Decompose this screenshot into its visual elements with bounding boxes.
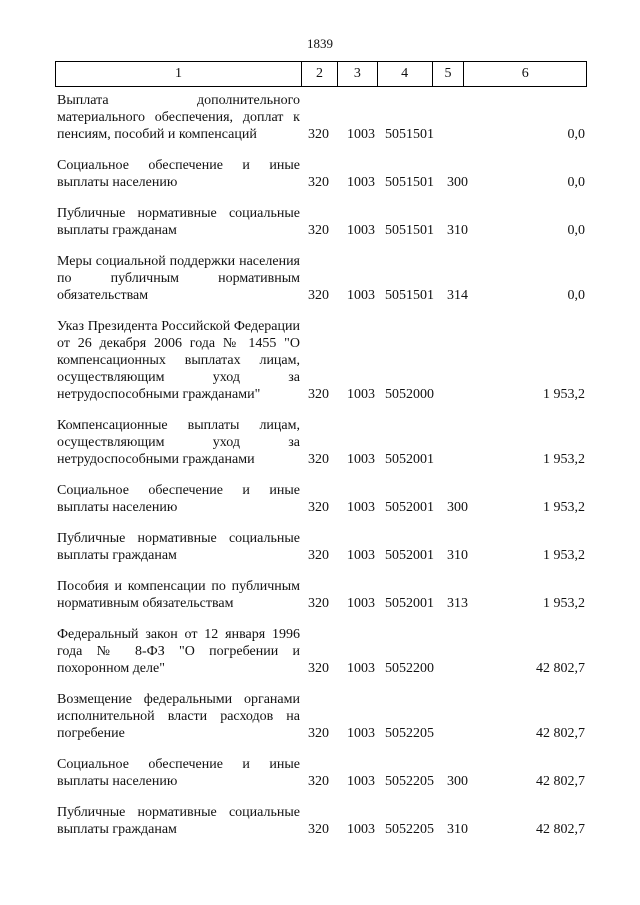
table-header <box>55 61 587 87</box>
row-target-code: 5052205 <box>385 726 434 741</box>
row-amount: 1 953,2 <box>543 596 585 611</box>
row-section-code: 1003 <box>347 822 375 837</box>
table-row <box>0 205 640 239</box>
header-col-4: 4 <box>377 62 432 86</box>
row-target-code: 5051501 <box>385 127 434 142</box>
row-amount: 42 802,7 <box>536 822 585 837</box>
row-description: Компенсационные выплаты лицам, осуществляющим уход за нетрудоспособными гражданами <box>57 418 300 467</box>
table-row <box>0 482 640 516</box>
table-row <box>0 756 640 790</box>
table-row <box>0 530 640 564</box>
row-description: Публичные нормативные социальные выплаты гражданам <box>57 206 300 238</box>
row-admin-code: 320 <box>308 596 329 611</box>
row-amount: 0,0 <box>567 223 585 238</box>
row-description: Возмещение федеральными органами исполнительной власти расходов на погребение <box>57 692 300 741</box>
row-expense-type: 314 <box>447 288 468 303</box>
row-target-code: 5052001 <box>385 596 434 611</box>
row-expense-type: 313 <box>447 596 468 611</box>
row-expense-type: 300 <box>447 774 468 789</box>
table-row <box>0 691 640 742</box>
row-target-code: 5051501 <box>385 175 434 190</box>
row-admin-code: 320 <box>308 500 329 515</box>
row-admin-code: 320 <box>308 774 329 789</box>
row-expense-type: 310 <box>447 548 468 563</box>
row-target-code: 5052001 <box>385 548 434 563</box>
row-expense-type: 300 <box>447 175 468 190</box>
table-row <box>0 157 640 191</box>
row-amount: 1 953,2 <box>543 452 585 467</box>
table-row <box>0 578 640 612</box>
header-col-5: 5 <box>432 62 464 86</box>
row-admin-code: 320 <box>308 822 329 837</box>
table-row <box>0 253 640 304</box>
row-description: Указ Президента Российской Федерации от 26 декабря 2006 года № 1455 "О компенсационных выплатах лицам, осуществляющим уход за нетрудоспособными гражданами" <box>57 319 300 402</box>
row-target-code: 5051501 <box>385 288 434 303</box>
row-section-code: 1003 <box>347 548 375 563</box>
table-row <box>0 417 640 468</box>
row-description: Социальное обеспечение и иные выплаты населению <box>57 483 300 515</box>
row-section-code: 1003 <box>347 288 375 303</box>
row-expense-type: 310 <box>447 223 468 238</box>
table-row <box>0 92 640 143</box>
row-target-code: 5052205 <box>385 774 434 789</box>
row-description: Социальное обеспечение и иные выплаты населению <box>57 158 300 190</box>
page-number: 1839 <box>307 36 333 51</box>
row-admin-code: 320 <box>308 452 329 467</box>
row-section-code: 1003 <box>347 661 375 676</box>
row-admin-code: 320 <box>308 223 329 238</box>
row-expense-type: 310 <box>447 822 468 837</box>
row-section-code: 1003 <box>347 387 375 402</box>
row-section-code: 1003 <box>347 452 375 467</box>
header-col-2: 2 <box>301 62 337 86</box>
row-amount: 1 953,2 <box>543 387 585 402</box>
row-description: Пособия и компенсации по публичным нормативным обязательствам <box>57 579 300 611</box>
row-admin-code: 320 <box>308 726 329 741</box>
row-description: Публичные нормативные социальные выплаты гражданам <box>57 805 300 837</box>
row-target-code: 5052000 <box>385 387 434 402</box>
row-section-code: 1003 <box>347 596 375 611</box>
row-admin-code: 320 <box>308 127 329 142</box>
row-description: Выплата дополнительного материального обеспечения, доплат к пенсиям, пособий и компенсаций <box>57 93 300 142</box>
header-col-6: 6 <box>463 62 586 86</box>
table-row <box>0 804 640 838</box>
row-amount: 1 953,2 <box>543 500 585 515</box>
row-description: Федеральный закон от 12 января 1996 года № 8-ФЗ "О погребении и похоронном деле" <box>57 627 300 676</box>
row-admin-code: 320 <box>308 387 329 402</box>
row-expense-type: 300 <box>447 500 468 515</box>
row-section-code: 1003 <box>347 223 375 238</box>
row-target-code: 5052001 <box>385 452 434 467</box>
row-target-code: 5052200 <box>385 661 434 676</box>
row-admin-code: 320 <box>308 288 329 303</box>
row-amount: 42 802,7 <box>536 661 585 676</box>
row-description: Меры социальной поддержки населения по публичным нормативным обязательствам <box>57 254 300 303</box>
row-description: Публичные нормативные социальные выплаты гражданам <box>57 531 300 563</box>
row-amount: 0,0 <box>567 288 585 303</box>
row-amount: 1 953,2 <box>543 548 585 563</box>
table-body <box>0 92 640 852</box>
row-amount: 0,0 <box>567 175 585 190</box>
row-description: Социальное обеспечение и иные выплаты населению <box>57 757 300 789</box>
row-target-code: 5052205 <box>385 822 434 837</box>
row-admin-code: 320 <box>308 548 329 563</box>
row-admin-code: 320 <box>308 175 329 190</box>
row-target-code: 5051501 <box>385 223 434 238</box>
row-amount: 42 802,7 <box>536 726 585 741</box>
row-target-code: 5052001 <box>385 500 434 515</box>
header-col-1: 1 <box>175 66 183 81</box>
row-section-code: 1003 <box>347 726 375 741</box>
row-amount: 0,0 <box>567 127 585 142</box>
row-section-code: 1003 <box>347 774 375 789</box>
row-section-code: 1003 <box>347 127 375 142</box>
table-row <box>0 318 640 403</box>
header-col-3: 3 <box>337 62 377 86</box>
table-row <box>0 626 640 677</box>
row-amount: 42 802,7 <box>536 774 585 789</box>
row-admin-code: 320 <box>308 661 329 676</box>
row-section-code: 1003 <box>347 175 375 190</box>
row-section-code: 1003 <box>347 500 375 515</box>
